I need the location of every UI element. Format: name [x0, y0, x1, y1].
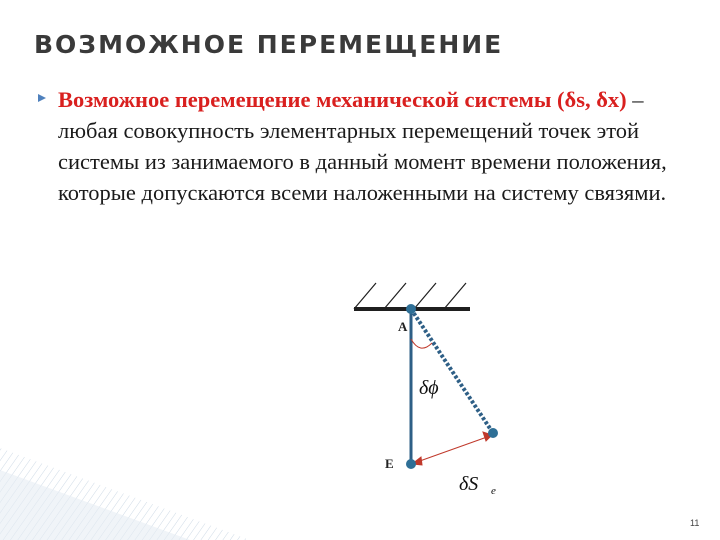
- point-e: [406, 459, 416, 469]
- page-number: 11: [690, 518, 700, 528]
- definition-body: – любая совокупность элементарных перемещений точек этой системы из занимаемого в данный момент времени положения, которые допускаются всеми наложенными на систему связями.: [58, 87, 667, 205]
- displacement-subscript: e: [491, 485, 496, 497]
- slide-title: ВОЗМОЖНОЕ ПЕРЕМЕЩЕНИЕ: [34, 30, 504, 59]
- displacement-symbol: δS: [459, 473, 479, 495]
- point-a: [406, 304, 416, 314]
- angle-arc: [411, 339, 432, 348]
- rod-deflected: [411, 309, 493, 433]
- label-a: A: [398, 319, 408, 334]
- point-e-displaced: [488, 428, 498, 438]
- angle-symbol: δϕ: [419, 377, 439, 399]
- definition-term: Возможное перемещение механической системы (δs, δx): [58, 87, 627, 112]
- displacement-arrow: [412, 432, 492, 465]
- label-e: E: [385, 456, 394, 471]
